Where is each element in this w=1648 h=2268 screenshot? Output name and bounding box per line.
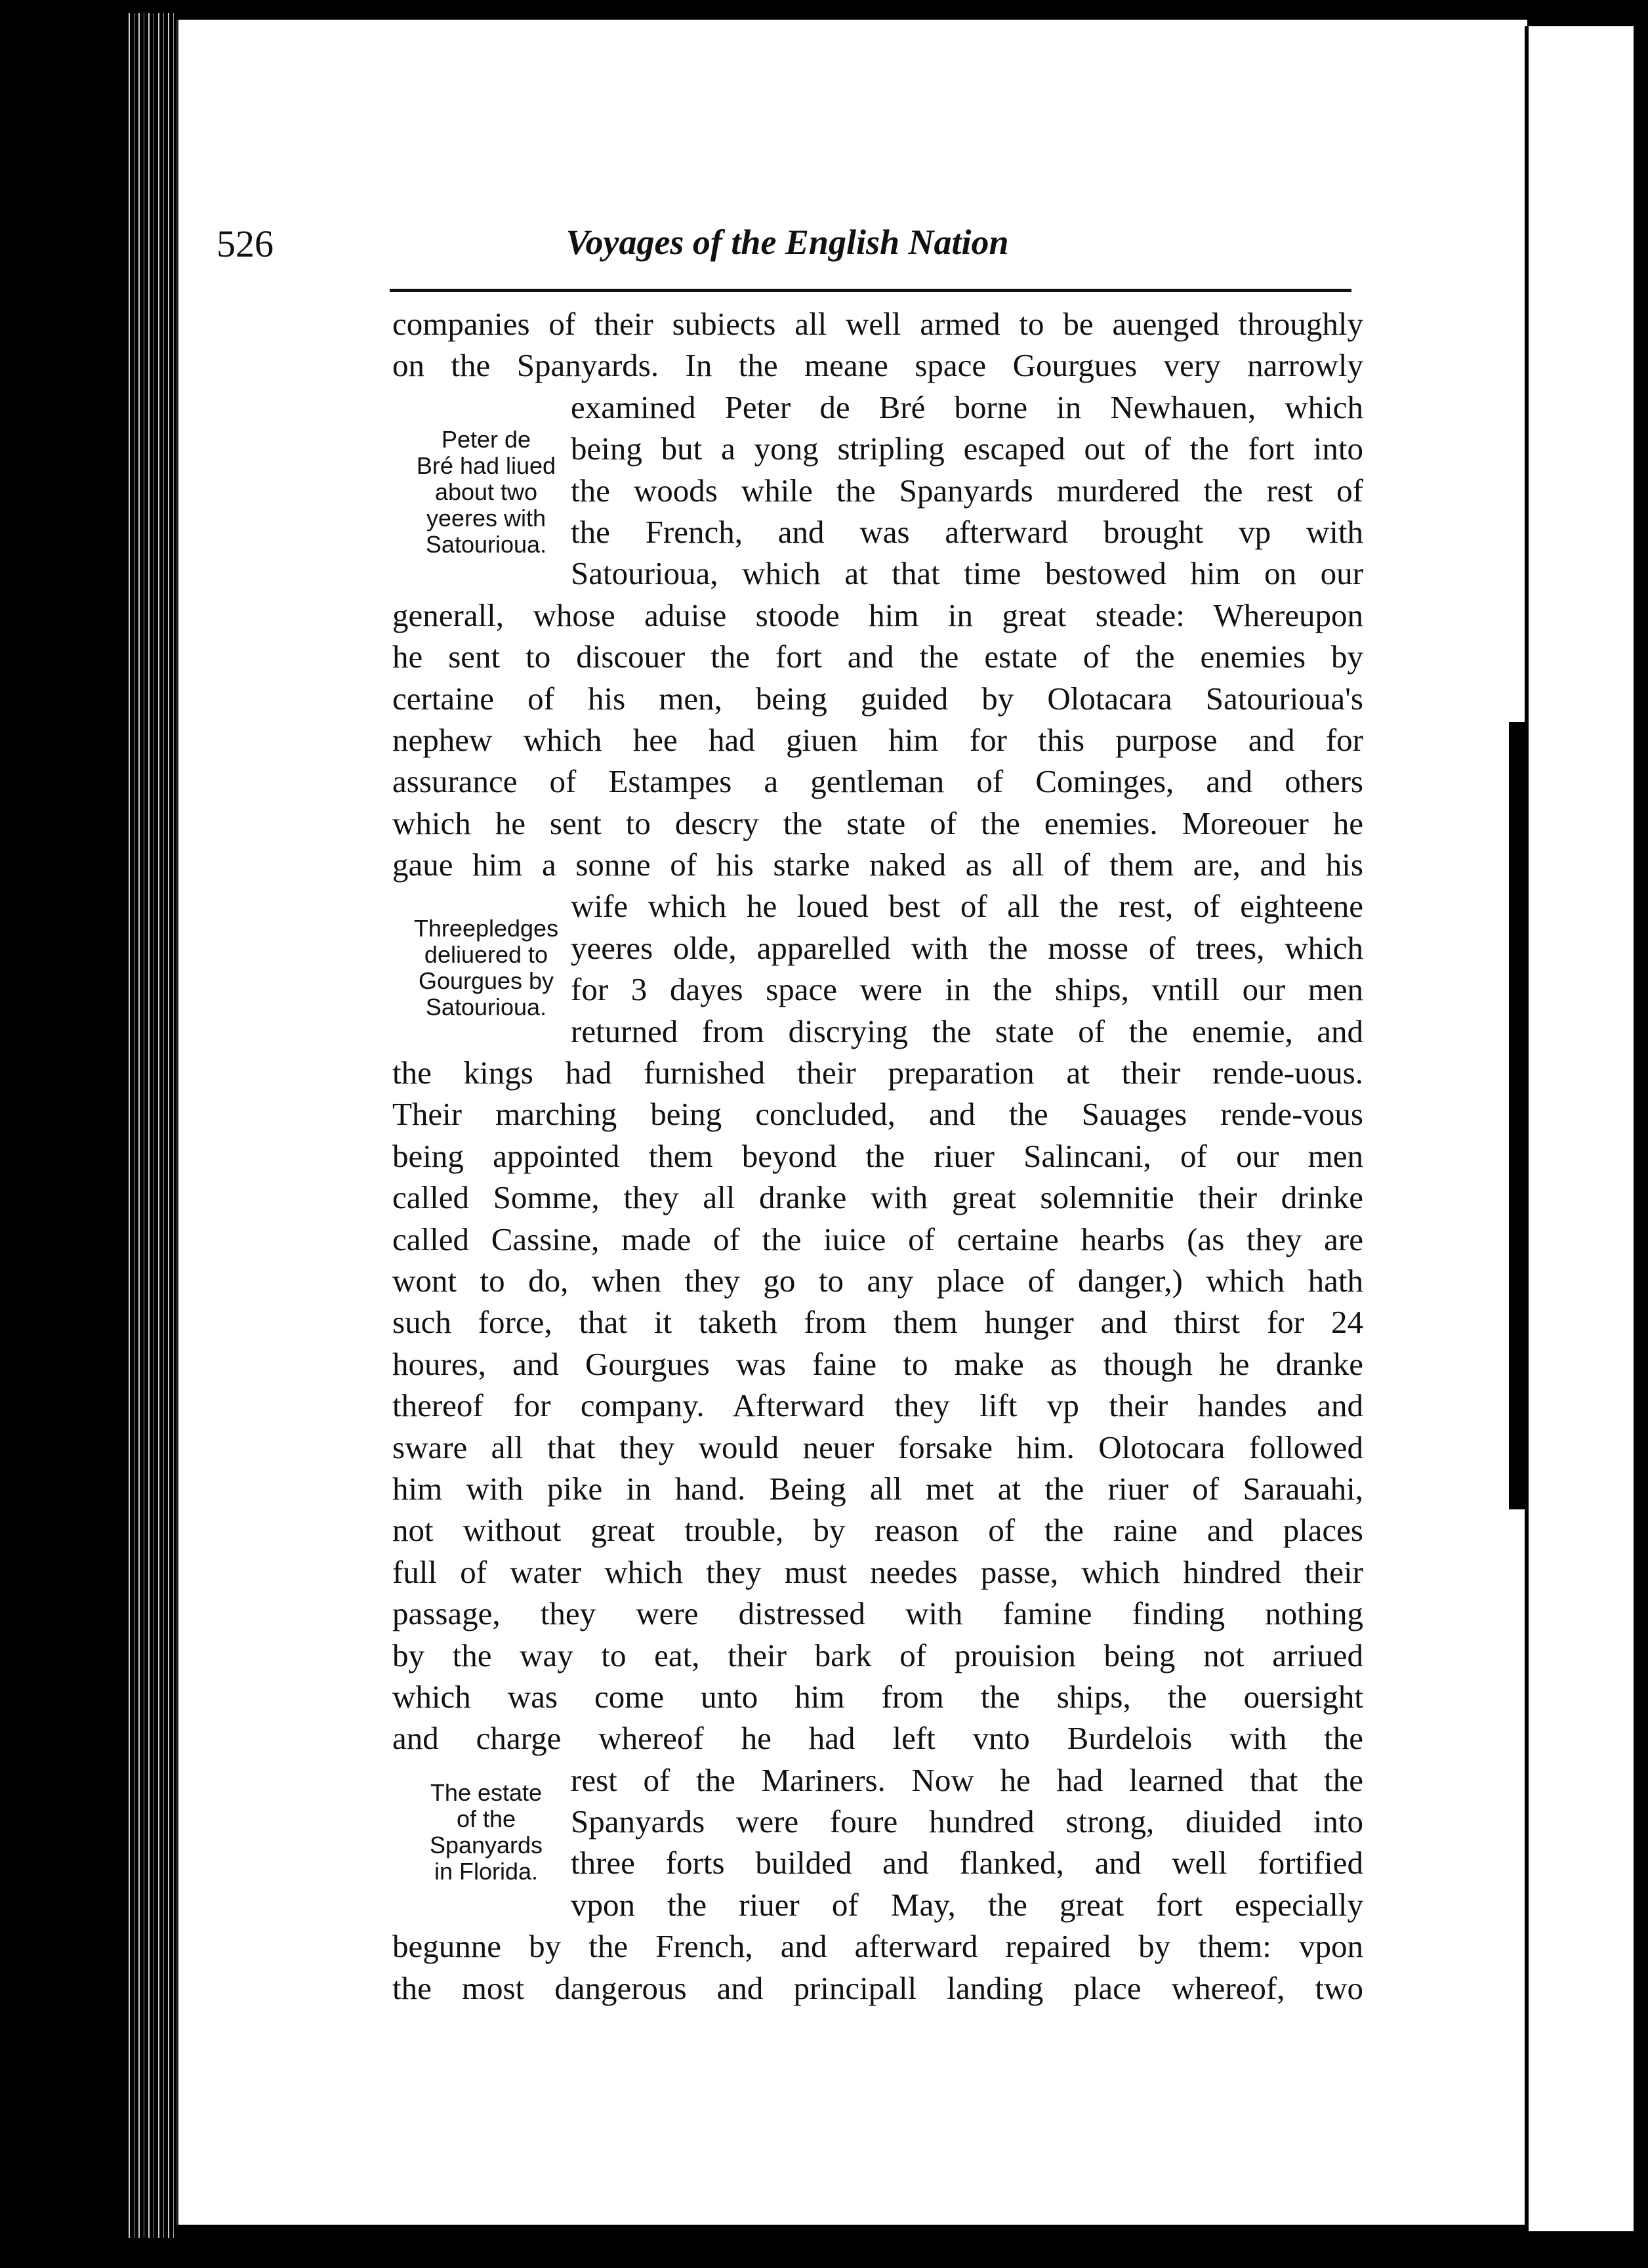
margin-note-line: in Florida. [434, 1858, 539, 1885]
body-text [392, 303, 1363, 2009]
text-line: called Cassine, made of the iuice of certaine hearbs (as they are [392, 1221, 1363, 1257]
text-line: which he sent to descry the state of the enemies. Moreouer he [392, 805, 1363, 841]
margin-note-line: The estate [430, 1779, 543, 1806]
text-line: full of water which they must needes passe, which hindred their [392, 1553, 1363, 1590]
margin-note-line: Gourgues by [418, 967, 554, 994]
text-line: begunne by the French, and afterward repaired by them: vpon [392, 1928, 1363, 1965]
text-line: generall, whose aduise stoode him in great steade: Whereupon [392, 597, 1363, 633]
header-rule [390, 289, 1351, 292]
text-line: and charge whereof he had left vnto Burdelois with the [392, 1720, 1363, 1757]
text-line: returned from discrying the state of the enemie, and [571, 1013, 1363, 1049]
text-line: Their marching being concluded, and the Sauages rende-vous [392, 1096, 1363, 1133]
margin-note-line: of the [456, 1805, 516, 1832]
text-line: passage, they were distressed with famine finding nothing [392, 1595, 1363, 1632]
text-line: nephew which hee had giuen him for this purpose and for [392, 721, 1363, 758]
text-line: gaue him a sonne of his starke naked as all of them are, and his [392, 847, 1363, 883]
margin-note [404, 915, 568, 1020]
text-line: him with pike in hand. Being all met at the riuer of Sarauahi, [392, 1470, 1363, 1507]
text-line: called Somme, they all dranke with great solemnitie their drinke [392, 1179, 1363, 1216]
text-line: the French, and was afterward brought vp with [571, 513, 1363, 550]
text-line: rest of the Mariners. Now he had learned that the [571, 1761, 1363, 1798]
text-line: being appointed them beyond the riuer Salincani, of our men [392, 1137, 1363, 1174]
text-line: wife which he loued best of all the rest, of eighteene [571, 888, 1363, 925]
text-line: vpon the riuer of May, the great fort especially [571, 1886, 1363, 1923]
margin-note-line: Satourioua. [425, 994, 547, 1020]
text-line: sware all that they would neuer forsake him. Olotocara followed [392, 1429, 1363, 1465]
page-number: 526 [216, 222, 274, 265]
text-line: examined Peter de Bré borne in Newhauen, which [571, 388, 1363, 425]
text-line: the kings had furnished their preparation at their rende-uous. [392, 1055, 1363, 1091]
margin-note [404, 1780, 568, 1885]
text-line: thereof for company. Afterward they lift vp their handes and [392, 1387, 1363, 1424]
text-line: wont to do, when they go to any place of danger,) which hath [392, 1262, 1363, 1299]
text-line: not without great trouble, by reason of the raine and places [392, 1512, 1363, 1549]
book-fore-edge [125, 13, 177, 2238]
text-line: the woods while the Spanyards murdered the rest of [571, 472, 1363, 509]
text-line: such force, that it taketh from them hunger and thirst for 24 [392, 1304, 1363, 1341]
margin-note-line: deliuered to [424, 941, 548, 968]
text-line: Satourioua, which at that time bestowed him on our [571, 555, 1363, 592]
text-line: on the Spanyards. In the meane space Gourgues very narrowly [392, 347, 1363, 384]
running-title: Voyages of the English Nation [566, 222, 1009, 262]
page-header [216, 209, 1358, 287]
facing-page-edge [1525, 26, 1634, 2231]
margin-note-line: Spanyards [429, 1832, 543, 1858]
text-line: Spanyards were foure hundred strong, diuided into [571, 1803, 1363, 1840]
margin-note-line: Peter de [441, 426, 531, 453]
margin-note-line: about two [434, 478, 538, 505]
text-line: yeeres olde, apparelled with the mosse of trees, which [571, 929, 1363, 966]
text-line: companies of their subiects all well armed to be auenged throughly [392, 306, 1363, 342]
text-line: which was come unto him from the ships, the ouersight [392, 1678, 1363, 1715]
text-line: by the way to eat, their bark of prouision being not arriued [392, 1637, 1363, 1673]
margin-note-line: Bré had liued [416, 452, 556, 479]
text-line: three forts builded and flanked, and well fortified [571, 1845, 1363, 1881]
text-line: certaine of his men, being guided by Olotacara Satourioua's [392, 680, 1363, 717]
margin-note [404, 427, 568, 558]
text-line: being but a yong stripling escaped out of the fort into [571, 430, 1363, 467]
text-line: the most dangerous and principall landing place whereof, two [392, 1969, 1363, 2006]
text-line: for 3 dayes space were in the ships, vntill our men [571, 971, 1363, 1008]
margin-note-line: Threepledges [413, 915, 559, 942]
binding-shadow [1509, 722, 1525, 1509]
margin-note-line: yeeres with [426, 505, 546, 532]
text-line: he sent to discouer the fort and the estate of the enemies by [392, 639, 1363, 675]
text-line: assurance of Estampes a gentleman of Cominges, and others [392, 763, 1363, 800]
margin-note-line: Satourioua. [425, 531, 547, 558]
text-line: houres, and Gourgues was faine to make as though he dranke [392, 1345, 1363, 1382]
